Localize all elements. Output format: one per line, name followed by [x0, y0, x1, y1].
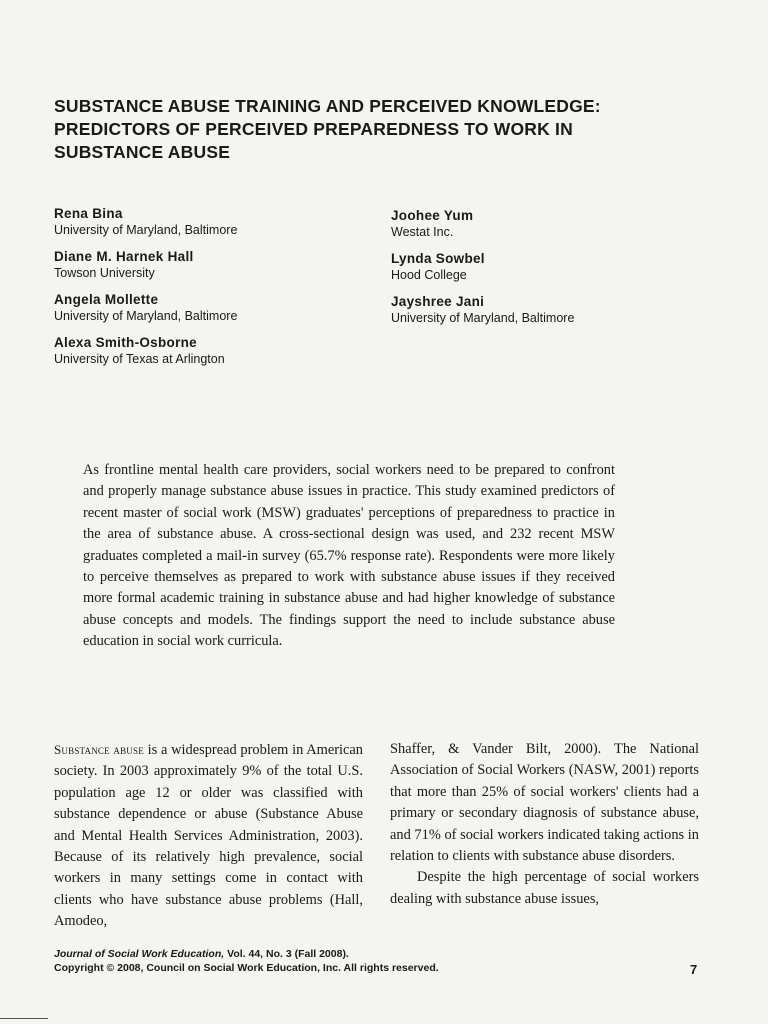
author-block: [391, 293, 574, 326]
author-name: Lynda Sowbel: [391, 251, 485, 266]
lead-in-smallcaps: Substance abuse: [54, 742, 144, 757]
author-affiliation: University of Maryland, Baltimore: [54, 223, 238, 237]
abstract: As frontline mental health care providers, social workers need to be prepared to confront and properly manage substance abuse issues in practice. This study examined predictors of recent master of social work (MSW) graduates' perceptions of preparedness to practice in the area of substance abuse. A cross-sectional design was used, and 232 recent MSW graduates completed a mail-in survey (65.7% response rate). Respondents were more likely to perceive themselves as prepared to work with substance abuse issues if they received more formal academic training in substance abuse and had higher knowledge of substance abuse concepts and models. The findings support the need to include substance abuse education in social work curricula.: [83, 462, 615, 650]
body-text: is a widespread problem in American society. In 2003 approximately 9% of the total U.S. population age 12 or older was classified with substance dependence or abuse (Substance Abuse and Mental Health Services Administration, 2003). Because of its relatively high prevalence, social workers in many settings come in contact with clients who have substance abuse problems (Hall, Amodeo,: [54, 742, 363, 930]
author-affiliation: Hood College: [391, 268, 467, 282]
body-paragraph: Despite the high percentage of social workers dealing with substance abuse issues,: [390, 869, 699, 907]
title-line: SUBSTANCE ABUSE TRAINING AND PERCEIVED KNOWLEDGE:: [54, 96, 601, 116]
body-column-left: [54, 739, 363, 933]
citation-line: [54, 947, 698, 961]
scan-edge-line: [0, 1018, 48, 1019]
author-block: [54, 291, 237, 324]
author-affiliation: University of Maryland, Baltimore: [391, 311, 575, 325]
volume-info: Vol. 44, No. 3 (Fall 2008).: [224, 948, 349, 960]
author-block: [54, 248, 194, 281]
body-column-right: [390, 739, 699, 910]
author-block: [54, 205, 237, 238]
author-affiliation: Westat Inc.: [391, 225, 454, 239]
author-name: Joohee Yum: [391, 208, 474, 223]
author-name: Angela Mollette: [54, 292, 159, 307]
author-affiliation: University of Maryland, Baltimore: [54, 309, 238, 323]
author-affiliation: University of Texas at Arlington: [54, 352, 225, 366]
author-name: Jayshree Jani: [391, 294, 485, 309]
author-block: [391, 250, 485, 283]
author-block: [391, 207, 473, 240]
author-name: Alexa Smith-Osborne: [54, 335, 197, 350]
author-name: Diane M. Harnek Hall: [54, 249, 194, 264]
author-affiliation: Towson University: [54, 266, 155, 280]
title-line: SUBSTANCE ABUSE: [54, 142, 231, 162]
citation-footer: [54, 947, 698, 975]
body-paragraph: Shaffer, & Vander Bilt, 2000). The National Association of Social Workers (NASW, 2001) reports that more than 25% of social workers' clients had a primary or secondary diagnosis of substance abuse, and 71% of social workers indicated taking actions in relation to clients with substance abuse disorders.: [390, 741, 699, 865]
page-number: 7: [690, 962, 698, 977]
article-title: [54, 95, 694, 164]
journal-name: Journal of Social Work Education,: [54, 948, 225, 960]
title-line: PREDICTORS OF PERCEIVED PREPAREDNESS TO WORK IN: [54, 119, 573, 139]
copyright-line: Copyright © 2008, Council on Social Work Education, Inc. All rights reserved.: [54, 962, 439, 974]
author-name: Rena Bina: [54, 206, 123, 221]
author-block: [54, 334, 225, 367]
